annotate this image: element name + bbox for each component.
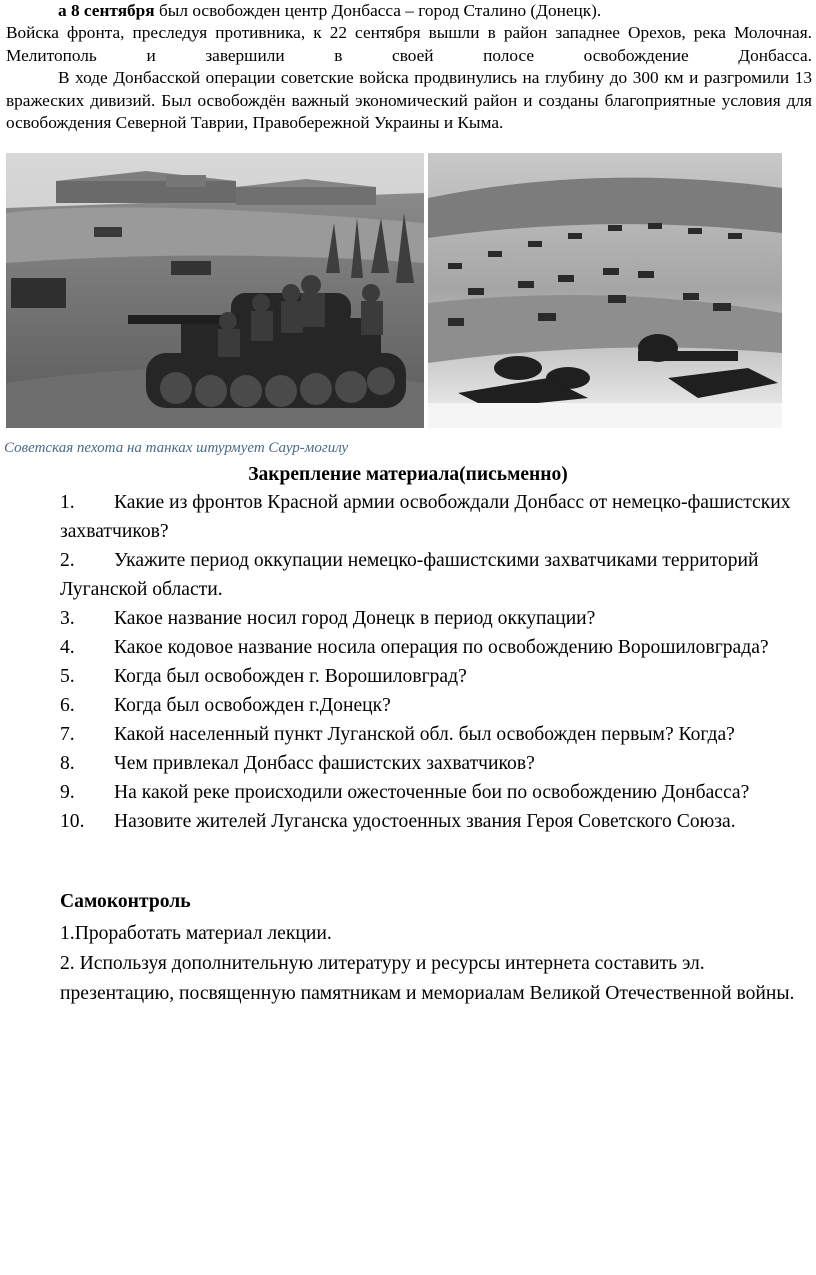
question-list: [60, 488, 812, 836]
question-number: 8.: [60, 753, 75, 774]
question-number: 1.: [60, 492, 75, 513]
question-item: [60, 807, 812, 836]
question-item: [60, 662, 812, 691]
photo-caption: Советская пехота на танках штурмует Саур-могилу: [4, 440, 349, 456]
question-item: [60, 604, 812, 633]
question-item: [60, 749, 812, 778]
question-text: Какое кодовое название носила операция по освобождению Ворошиловграда?: [114, 637, 769, 658]
exercises-title: Закрепление материала(письменно): [248, 464, 568, 485]
question-number: 4.: [60, 637, 75, 658]
self-control-title: Самоконтроль: [60, 891, 191, 912]
question-text: Когда был освобожден г.Донецк?: [114, 695, 391, 716]
question-text: Чем привлекал Донбасс фашистских захватчиков?: [114, 753, 535, 774]
question-text: Укажите период оккупации немецко-фашистскими захватчиками территорий Луганской области.: [60, 550, 759, 600]
question-text: Какой населенный пункт Луганской обл. был освобожден первым? Когда?: [114, 724, 735, 745]
question-item: [60, 633, 812, 662]
intro-paragraph-3: В ходе Донбасской операции советские войска продвинулись на глубину до 300 км и разгромили 13 вражеских дивизий. Был освобождён важный экономический район и созданы благоприятные условия для освобождения Северной Таврии, Правобережной Украины и Кыма.: [6, 68, 812, 133]
question-number: 6.: [60, 695, 75, 716]
self-control-item: 1.Проработать материал лекции.: [60, 923, 332, 944]
question-text: Назовите жителей Луганска удостоенных звания Героя Советского Союза.: [114, 811, 736, 832]
question-number: 2.: [60, 550, 75, 571]
question-number: 10.: [60, 811, 85, 832]
photo-tank-column-field: [428, 153, 782, 428]
question-text: Когда был освобожден г. Ворошиловград?: [114, 666, 467, 687]
intro-paragraph-2: Войска фронта, преследуя противника, к 22 сентября вышли в район западнее Орехов, река Молочная. Мелитополь и завершили в своей полосе освобождение Донбасса.: [6, 23, 812, 65]
question-text: Какое название носил город Донецк в период оккупации?: [114, 608, 596, 629]
intro-line-1-rest: был освобожден центр Донбасса – город Сталино (Донецк).: [154, 1, 602, 20]
question-item: [60, 778, 812, 807]
question-text: Какие из фронтов Красной армии освобождали Донбасс от немецко-фашистских захватчиков?: [60, 492, 791, 542]
intro-line-1: [6, 0, 812, 22]
self-control-item: 2. Используя дополнительную литературу и ресурсы интернета составить эл. презентацию, посвященную памятникам и мемориалам Великой Отечественной войны.: [60, 953, 795, 1004]
intro-text: [6, 0, 812, 134]
photo-tank-with-infantry: [6, 153, 424, 428]
question-number: 3.: [60, 608, 75, 629]
question-number: 7.: [60, 724, 75, 745]
question-text: На какой реке происходили ожесточенные бои по освобождению Донбасса?: [114, 782, 750, 803]
question-item: [60, 546, 812, 604]
photo-row: [6, 153, 812, 428]
intro-date-bold: а 8 сентября: [58, 1, 155, 20]
question-item: [60, 691, 812, 720]
question-number: 5.: [60, 666, 75, 687]
question-item: [60, 720, 812, 749]
self-control-list: [60, 919, 812, 1009]
question-number: 9.: [60, 782, 75, 803]
question-item: [60, 488, 812, 546]
